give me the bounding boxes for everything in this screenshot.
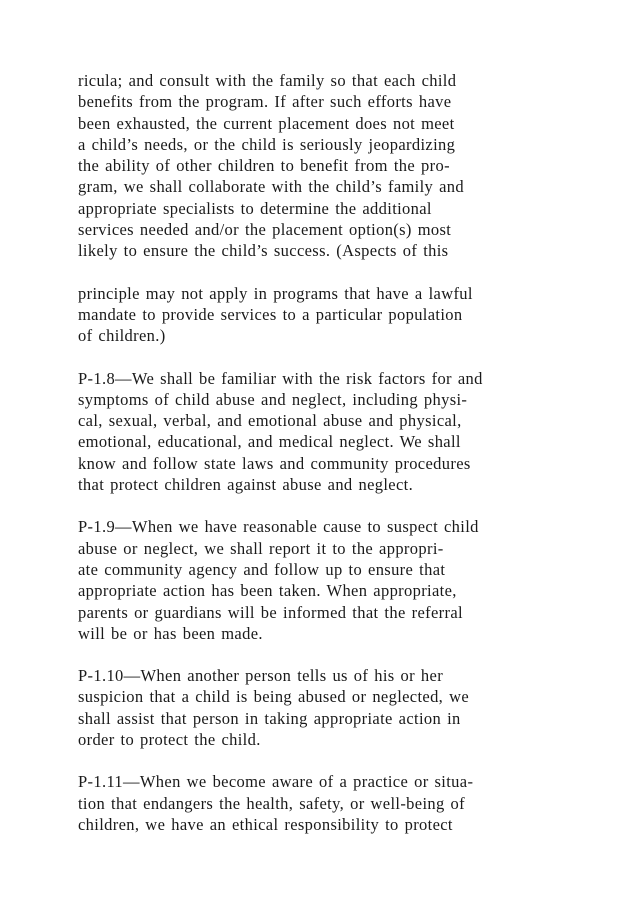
text-line: mandate to provide services to a particular population bbox=[78, 304, 463, 324]
text-line: know and follow state laws and community procedures bbox=[78, 453, 471, 473]
text-line: P-1.11—When we become aware of a practice or situa- bbox=[78, 772, 474, 792]
text-line: abuse or neglect, we shall report it to the appropri- bbox=[78, 538, 444, 558]
text-line: appropriate specialists to determine the additional bbox=[78, 198, 432, 218]
text-line: services needed and/or the placement option(s) most bbox=[78, 220, 452, 240]
text-line: principle may not apply in programs that have a lawful bbox=[78, 283, 473, 303]
text-line: shall assist that person in taking appropriate action in bbox=[78, 708, 461, 728]
text-line: parents or guardians will be informed that the referral bbox=[78, 602, 463, 622]
text-line: a child’s needs, or the child is seriously jeopardizing bbox=[78, 134, 456, 154]
paragraph-p-1-7-aspects bbox=[78, 283, 618, 347]
text-line: been exhausted, the current placement does not meet bbox=[78, 113, 455, 133]
text-line: P-1.10—When another person tells us of his or her bbox=[78, 666, 444, 686]
text-line: ricula; and consult with the family so that each child bbox=[78, 71, 457, 90]
paragraph-p-1-9 bbox=[78, 516, 618, 644]
text-line: tion that endangers the health, safety, or well-being of bbox=[78, 793, 465, 813]
text-line: the ability of other children to benefit from the pro- bbox=[78, 156, 450, 176]
text-line: ate community agency and follow up to ensure that bbox=[78, 559, 446, 579]
text-line: symptoms of child abuse and neglect, including physi- bbox=[78, 389, 468, 409]
text-line: cal, sexual, verbal, and emotional abuse and physical, bbox=[78, 411, 462, 431]
text-line: order to protect the child. bbox=[78, 730, 261, 750]
text-line: that protect children against abuse and neglect. bbox=[78, 475, 414, 495]
text-line: appropriate action has been taken. When appropriate, bbox=[78, 581, 457, 601]
text-line: suspicion that a child is being abused or neglected, we bbox=[78, 687, 470, 707]
paragraph-p-1-7-continued bbox=[78, 70, 618, 262]
text-line: P-1.8—We shall be familiar with the risk factors for and bbox=[78, 368, 483, 388]
text-line: of children.) bbox=[78, 326, 166, 346]
text-line: gram, we shall collaborate with the child’s family and bbox=[78, 177, 465, 197]
text-line: benefits from the program. If after such efforts have bbox=[78, 92, 452, 112]
text-line: will be or has been made. bbox=[78, 623, 263, 643]
paragraph-p-1-11 bbox=[78, 771, 618, 835]
paragraph-p-1-8 bbox=[78, 368, 618, 496]
text-line: children, we have an ethical responsibility to protect bbox=[78, 814, 453, 834]
text-line: P-1.9—When we have reasonable cause to suspect child bbox=[78, 517, 479, 537]
text-line: emotional, educational, and medical neglect. We shall bbox=[78, 432, 461, 452]
paragraph-p-1-10 bbox=[78, 665, 618, 750]
document-page bbox=[78, 70, 618, 856]
text-line: likely to ensure the child’s success. (Aspects of this bbox=[78, 241, 449, 261]
